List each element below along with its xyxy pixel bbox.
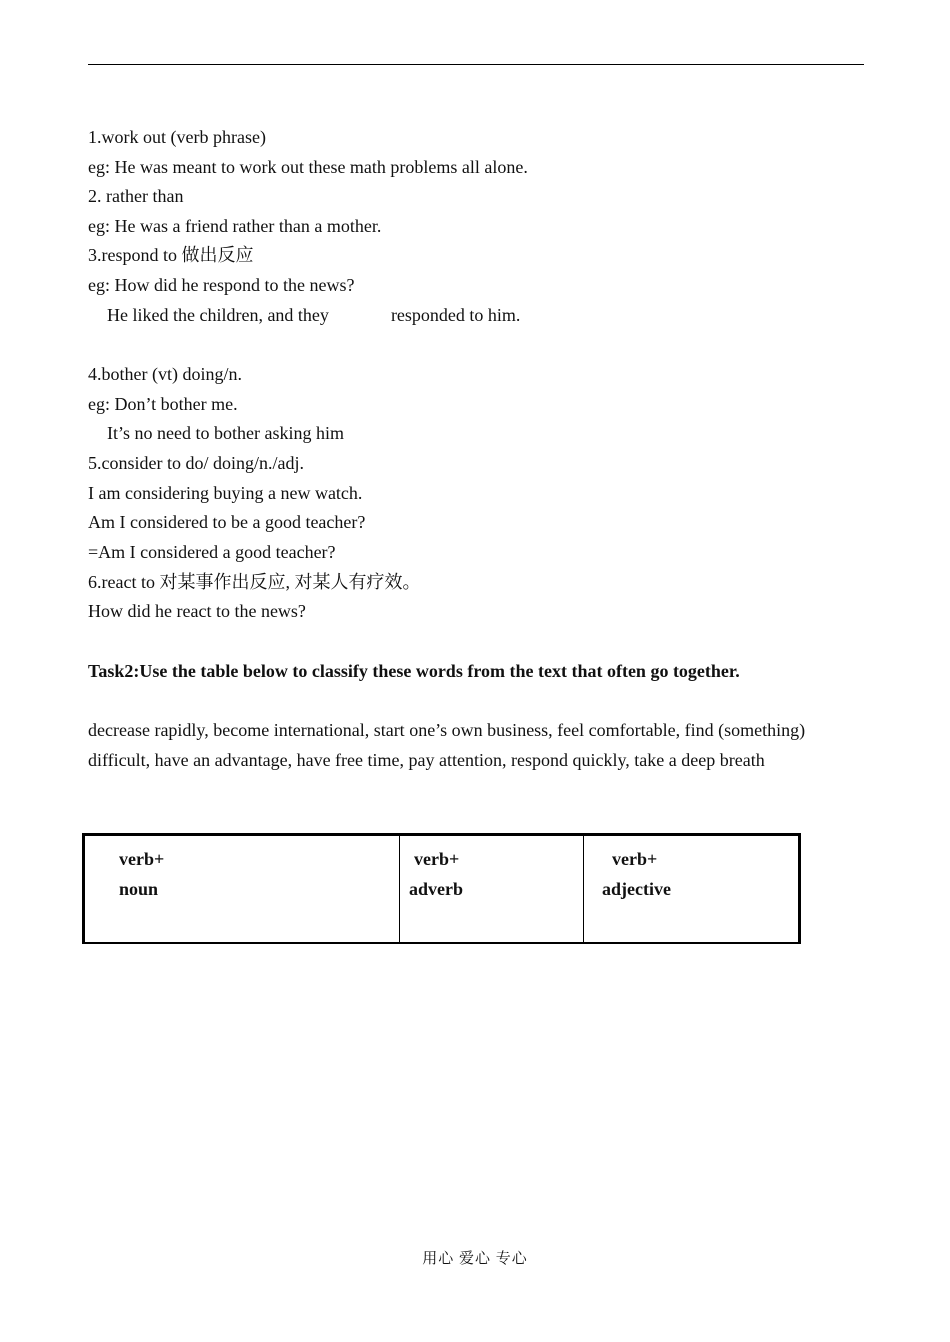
- page-footer: 用心 爱心 专心: [422, 1251, 528, 1267]
- adverb-column[interactable]: [400, 835, 584, 944]
- note-5-example-2: Am I considered to be a good teacher?: [88, 512, 366, 532]
- note-4-example: eg: Don’t bother me.: [88, 394, 238, 414]
- note-2-title: 2. rather than: [88, 186, 184, 206]
- note-6-title: 6.react to 对某事作出反应, 对某人有疗效。: [88, 572, 421, 592]
- example-part-1: He liked the children, and they: [107, 305, 329, 325]
- task2-heading: Task2:Use the table below to classify these words from the text that often go together.: [88, 661, 740, 681]
- note-3-title: 3.respond to 做出反应: [88, 245, 254, 265]
- column-header-top: verb+: [612, 849, 658, 869]
- classification-table: [82, 833, 801, 944]
- note-5-example: I am considering buying a new watch.: [88, 483, 363, 503]
- example-part-2: responded to him.: [390, 305, 521, 325]
- column-header-top: verb+: [414, 849, 460, 869]
- note-2-example: eg: He was a friend rather than a mother.: [88, 216, 382, 236]
- adjective-column[interactable]: [584, 835, 800, 944]
- task2-words-line-1: decrease rapidly, become international, start one’s own business, feel comfortable, find (something): [88, 720, 806, 740]
- noun-column[interactable]: [84, 835, 400, 944]
- column-header-bottom: adjective: [602, 879, 671, 899]
- column-header-bottom: adverb: [409, 879, 463, 899]
- table-row: [84, 835, 800, 944]
- note-6-example: How did he react to the news?: [88, 601, 306, 621]
- note-1-title: 1.work out (verb phrase): [88, 127, 266, 147]
- note-5-example-3: =Am I considered a good teacher?: [88, 542, 336, 562]
- column-header-bottom: noun: [119, 879, 159, 899]
- header-rule: [88, 64, 864, 65]
- note-3-example: eg: How did he respond to the news?: [88, 275, 355, 295]
- column-header-top: verb+: [119, 849, 165, 869]
- note-1-example: eg: He was meant to work out these math problems all alone.: [88, 157, 528, 177]
- note-4-example-2: It’s no need to bother asking him: [107, 423, 344, 443]
- note-3-example-2: [107, 304, 520, 326]
- note-4-title: 4.bother (vt) doing/n.: [88, 364, 242, 384]
- note-5-title: 5.consider to do/ doing/n./adj.: [88, 453, 304, 473]
- task2-words-line-2: difficult, have an advantage, have free time, pay attention, respond quickly, take a deep breath: [88, 750, 765, 770]
